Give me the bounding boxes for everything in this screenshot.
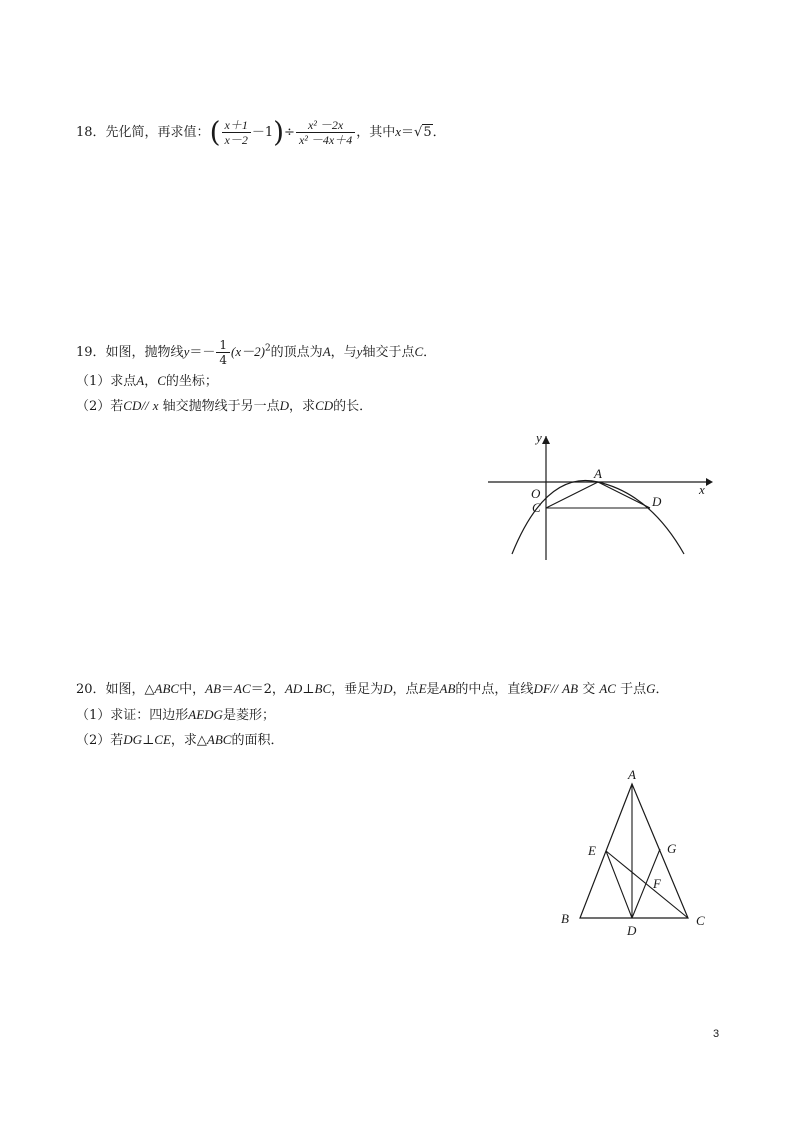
q20-AD: AD <box>284 681 303 696</box>
page-number: 3 <box>713 1028 720 1040</box>
minus-one: －1 <box>251 125 274 140</box>
label-C: C <box>696 913 705 928</box>
q20-D: D <box>383 681 393 696</box>
segment-AD <box>598 482 650 508</box>
q20-DG: DG <box>123 732 143 747</box>
divide-sign: ÷ <box>284 125 295 140</box>
q20-part1-text: （1）求证：四边形 <box>76 708 189 723</box>
q20-part2-text: （2）若 <box>76 733 124 748</box>
q20-midpoint: 的中点，直线 <box>455 682 534 697</box>
q18-end: ． <box>432 125 446 140</box>
q19-A: A <box>322 344 331 359</box>
equals: ＝ <box>401 125 415 140</box>
q20-yudian: 于点 <box>620 682 647 697</box>
q20-shi: 是 <box>426 682 440 697</box>
question-18: 18．先化简，再求值：( $\frac{x+1}{x-2}$ －1)÷ $\frac{\text{x² －2x}}{\text{x² －4x＋4}}$ ，其中x＝√5． <box>76 115 446 149</box>
frac1-numerator: x＋1 <box>222 118 251 133</box>
q20-intro: 如图，△ <box>105 682 155 697</box>
label-C: C <box>532 500 541 515</box>
label-O: O <box>531 486 541 501</box>
q20-jiao: 交 <box>582 682 596 697</box>
q20-ABC: ABC <box>154 681 180 696</box>
label-F: F <box>653 876 661 891</box>
q19-CD-2: CD <box>315 398 334 413</box>
q20-part2-rest2: 的面积． <box>231 733 284 748</box>
q19-part1-C: C <box>157 373 166 388</box>
q20-number: 20． <box>76 682 106 697</box>
q20-AB-3: AB <box>562 681 579 696</box>
label-y: y <box>536 430 542 445</box>
label-E: E <box>588 843 596 858</box>
question-19 <box>76 338 436 367</box>
q19-rest: 的顶点为 <box>270 345 323 360</box>
q20-AB: AB <box>205 681 222 696</box>
q19-part1-rest: 的坐标； <box>165 374 218 389</box>
q19-y: y <box>356 344 363 359</box>
sqrt-arg: 5 <box>423 125 432 140</box>
q20-E: E <box>418 681 427 696</box>
q20-BC: BC <box>314 681 332 696</box>
q19-part-1 <box>76 372 218 391</box>
eq-neg: ＝－ <box>189 345 216 360</box>
q20-AEDG: AEDG <box>188 707 223 722</box>
label-x: x <box>699 482 705 497</box>
q19-number: 19． <box>76 345 106 360</box>
q19-expr: (x－2) <box>231 344 265 359</box>
q20-dian: ，点 <box>392 682 419 697</box>
x-axis-arrow <box>706 478 713 486</box>
q19-part-2 <box>76 397 372 416</box>
q19-part1-A: A <box>136 373 145 388</box>
label-A: A <box>628 767 636 782</box>
q18-fraction-1 <box>222 118 251 147</box>
q19-end: ． <box>423 345 437 360</box>
left-paren: ( <box>209 115 221 149</box>
label-B: B <box>561 911 569 926</box>
coef-num: 1 <box>216 338 230 353</box>
q20-part-1 <box>76 706 275 725</box>
q20-AC-2: AC <box>599 681 616 696</box>
y-var: y <box>183 344 190 359</box>
q19-part2-text: （2）若 <box>76 399 124 414</box>
parallel-sign: // <box>141 398 149 413</box>
q19-part1-text: （1）求点 <box>76 374 137 389</box>
q19-comma: ， <box>144 374 158 389</box>
q20-part1-rest: 是菱形； <box>222 708 275 723</box>
q20-AC: AC <box>234 681 251 696</box>
q20-eq: ＝ <box>221 682 235 697</box>
q19-rest3: 轴交于点 <box>362 345 415 360</box>
label-D: D <box>627 923 637 938</box>
q19-CD: CD <box>123 398 142 413</box>
q20-DF: DF <box>533 681 551 696</box>
q20-parallel: // <box>550 681 559 696</box>
frac2-numerator: x² －2x <box>296 118 355 133</box>
q20-CE: CE <box>154 732 171 747</box>
question-20 <box>76 680 669 699</box>
label-A: A <box>594 466 602 481</box>
q20-AB-2: AB <box>439 681 456 696</box>
q20-eq2: ＝2， <box>250 682 285 697</box>
q20-chuizu: ，垂足为 <box>331 682 384 697</box>
q20-G: G <box>646 681 656 696</box>
q19-rest2: ，与 <box>330 345 357 360</box>
figure-20-triangle <box>552 764 722 944</box>
y-axis-arrow <box>542 436 550 444</box>
q19-x: x <box>152 398 159 413</box>
label-G: G <box>667 841 677 856</box>
q20-ABC-2: ABC <box>206 732 232 747</box>
where-text: ，其中 <box>356 125 396 140</box>
segment-EC <box>606 851 688 918</box>
q20-zhong: 中， <box>179 682 206 697</box>
q19-part2-rest2: ，求 <box>289 399 316 414</box>
frac2-denominator: x² －4x＋4 <box>298 133 353 147</box>
q20-perp-2: ⊥ <box>142 733 155 748</box>
q18-instruction: 先化简，再求值： <box>105 125 210 140</box>
segment-CA <box>546 482 598 508</box>
q18-number: 18． <box>76 125 106 140</box>
q19-part2-rest: 轴交抛物线于另一点 <box>162 399 280 414</box>
perp-sign: ⊥ <box>302 682 315 697</box>
q20-part-2 <box>76 731 284 750</box>
q20-part2-rest: ，求△ <box>170 733 207 748</box>
q20-end: ． <box>655 682 669 697</box>
q19-exp: 2 <box>264 343 271 354</box>
q19-part2-rest3: 的长． <box>333 399 373 414</box>
frac1-denominator: x－2 <box>224 133 248 147</box>
q19-C: C <box>414 344 424 359</box>
label-D: D <box>652 494 662 509</box>
right-paren: ) <box>273 115 285 149</box>
q19-intro: 如图，抛物线 <box>105 345 184 360</box>
coef-den: 4 <box>219 353 227 367</box>
figure-19-parabola <box>480 428 720 568</box>
x-var: x <box>395 124 402 139</box>
q18-fraction-2 <box>296 118 355 147</box>
q19-D: D <box>279 398 290 413</box>
q19-coef <box>216 338 230 367</box>
